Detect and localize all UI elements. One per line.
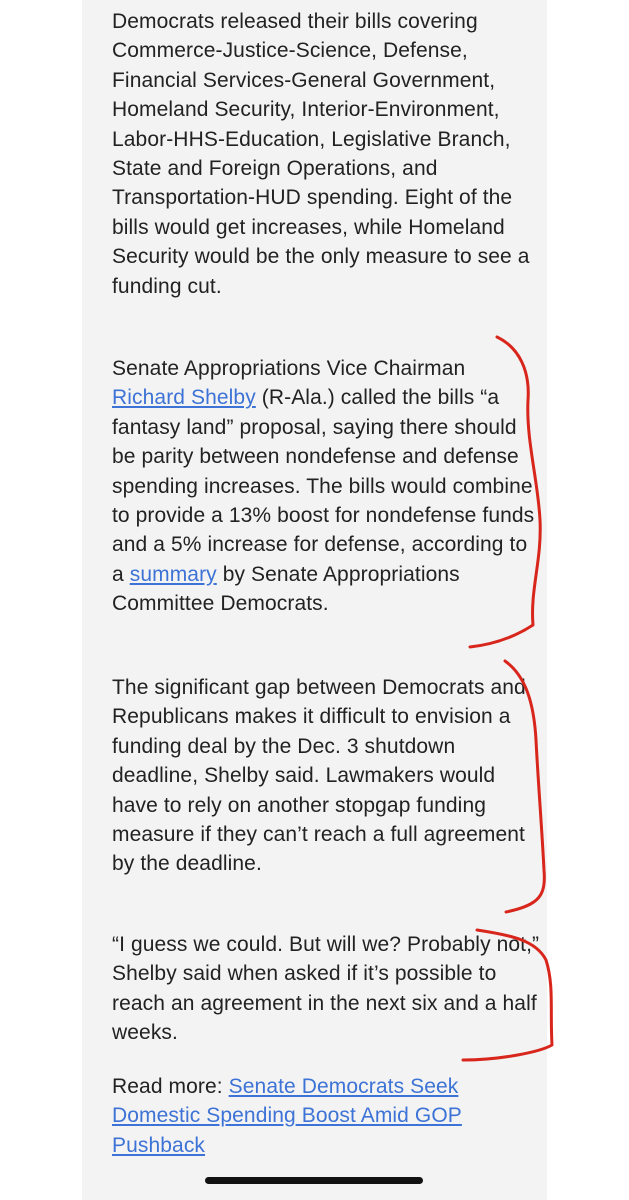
read-more-label: Read more:: [112, 1075, 229, 1098]
read-more-link[interactable]: Senate Democrats Seek Domestic Spending Boost Amid GOP Pushback: [112, 1075, 462, 1157]
paragraph-text: Senate Appropriations Vice Chairman: [112, 357, 466, 380]
home-indicator[interactable]: [205, 1177, 423, 1184]
read-more: [112, 1072, 544, 1160]
paragraph-text: (R-Ala.) called the bills “a fantasy land” proposal, saying there should be parity between nondefense and defense spending increases. The bills would combine to provide a 13% boost for nondefense funds and a 5% increase for defense, according to a: [112, 386, 535, 586]
paragraph-bills-released: Democrats released their bills covering Commerce-Justice-Science, Defense, Financial Services-General Government, Homeland Security, Interior-Environment, Labor-HHS-Education, Legislative Branch, State and Foreign Operations, and Transportation-HUD spending. Eight of the bills would get increases, while Homeland Security would be the only measure to see a funding cut.: [112, 10, 530, 298]
paragraph-shelby-fantasy-land: [112, 354, 544, 619]
paragraph-funding-gap: The significant gap between Democrats and Republicans makes it difficult to envision a funding deal by the Dec. 3 shutdown deadline, Shelby said. Lawmakers would have to rely on another stopgap funding measure if they can’t reach a full agreement by the deadline.: [112, 676, 526, 876]
paragraph-shelby-quote: “I guess we could. But will we? Probably not,” Shelby said when asked if it’s possible to reach an agreement in the next six and a half weeks.: [112, 933, 540, 1045]
paragraph-text: by Senate Appropriations Committee Democrats.: [112, 562, 460, 616]
richard-shelby-link[interactable]: Richard Shelby: [112, 386, 256, 410]
summary-link[interactable]: summary: [129, 562, 217, 586]
